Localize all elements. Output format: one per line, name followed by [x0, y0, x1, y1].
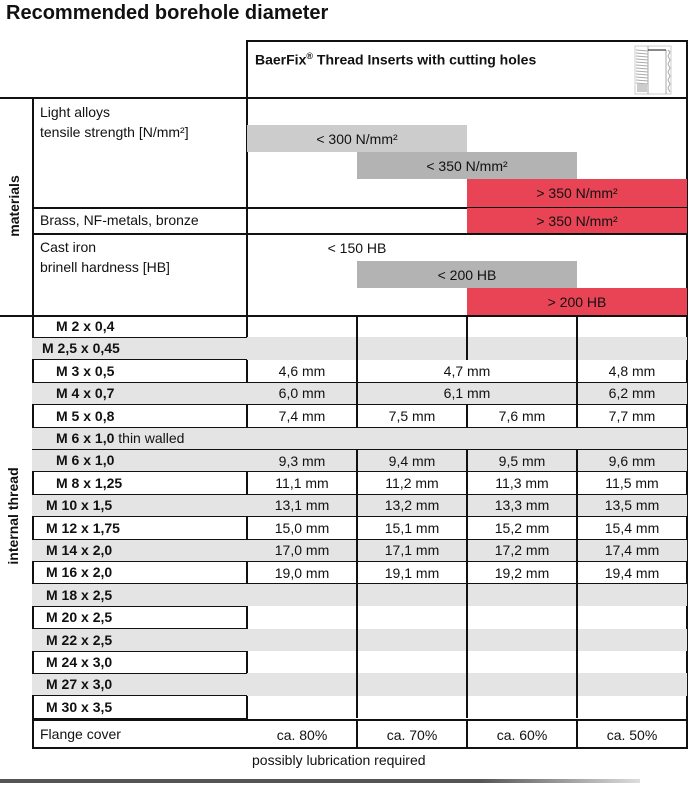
thread-size: M 18 x 2,5 — [46, 586, 113, 603]
divider — [32, 651, 247, 652]
material-light-alloys — [40, 102, 189, 142]
borehole-diameter-cell — [247, 427, 687, 449]
divider — [0, 97, 688, 99]
divider — [32, 561, 688, 562]
band-brass-gt350: > 350 N/mm² — [467, 208, 687, 233]
borehole-diameter-cell — [247, 696, 357, 718]
borehole-diameter-cell — [357, 606, 467, 628]
borehole-diameter-cell: 19,0 mm — [274, 564, 330, 581]
table-row — [32, 337, 687, 359]
borehole-diameter-cell: 9,4 mm — [388, 452, 436, 469]
borehole-diameter-cell — [467, 315, 577, 337]
borehole-diameter-cell: 13,5 mm — [604, 497, 660, 514]
thread-note: thin walled — [114, 430, 185, 446]
divider — [32, 337, 247, 338]
material-label-line1: Light alloys — [40, 104, 111, 120]
thread-size: M 6 x 1,0 — [56, 430, 115, 446]
borehole-diameter-cell — [577, 337, 687, 359]
table-row — [32, 629, 687, 651]
divider — [32, 449, 688, 450]
borehole-diameter-cell: 9,6 mm — [608, 452, 656, 469]
borehole-diameter-cell — [467, 651, 577, 673]
thread-size-label — [46, 654, 112, 670]
thread-size-label — [56, 430, 184, 446]
thread-size: M 24 x 3,0 — [46, 654, 113, 670]
table-row — [32, 405, 687, 427]
borehole-diameter-cell — [247, 651, 357, 673]
band-cast-iron-lt200: < 200 HB — [357, 261, 577, 288]
divider — [32, 673, 247, 674]
table-row — [32, 472, 687, 494]
divider — [356, 720, 358, 748]
borehole-diameter-cell — [247, 606, 357, 628]
borehole-diameter-cell — [577, 651, 687, 673]
material-cast-iron — [40, 237, 170, 277]
materials-label: materials — [6, 175, 22, 237]
borehole-diameter-cell — [467, 629, 577, 651]
page-title: Recommended borehole diameter — [6, 2, 329, 24]
borehole-diameter-cell — [577, 696, 687, 718]
thread-size: M 10 x 1,5 — [46, 497, 113, 514]
thread-size: M 12 x 1,75 — [46, 519, 120, 536]
thread-size: M 5 x 0,8 — [56, 407, 115, 424]
borehole-diameter-cell: 15,1 mm — [384, 519, 440, 536]
material-label-line2: brinell hardness [HB] — [40, 259, 170, 275]
divider — [466, 720, 468, 748]
borehole-diameter-cell: 15,0 mm — [274, 519, 330, 536]
borehole-diameter-cell: 15,2 mm — [494, 519, 550, 536]
divider — [32, 427, 688, 428]
borehole-diameter-cell: 7,6 mm — [498, 407, 546, 424]
flange-value: ca. 70% — [386, 726, 438, 743]
thread-size-label — [46, 587, 112, 603]
thread-size: M 4 x 0,7 — [56, 385, 115, 402]
borehole-diameter-cell: 11,1 mm — [275, 474, 329, 491]
borehole-diameter-cell: 7,5 mm — [388, 407, 436, 424]
borehole-diameter-cell: 13,1 mm — [274, 497, 330, 514]
band-cast-iron-gt200: > 200 HB — [467, 288, 687, 315]
thread-size-label — [56, 385, 114, 401]
divider — [576, 720, 578, 748]
flange-value: ca. 80% — [276, 726, 328, 743]
borehole-diameter-cell — [577, 606, 687, 628]
borehole-diameter-cell: 9,3 mm — [278, 452, 326, 469]
borehole-diameter-cell: 7,7 mm — [608, 407, 656, 424]
borehole-diameter-cell: 17,0 mm — [274, 542, 330, 559]
divider — [32, 494, 688, 495]
borehole-diameter-cell — [357, 696, 467, 718]
product-name: BaerFix — [255, 51, 307, 68]
product-desc: Thread Inserts with cutting holes — [313, 51, 537, 68]
divider — [246, 40, 688, 42]
footnote: possibly lubrication required — [252, 752, 426, 768]
divider — [32, 695, 247, 696]
borehole-diameter-cell: 19,4 mm — [604, 564, 660, 581]
thread-size: M 2 x 0,4 — [56, 318, 115, 334]
borehole-diameter-cell: 4,6 mm — [278, 362, 326, 379]
thread-size: M 16 x 2,0 — [46, 564, 113, 581]
borehole-diameter-cell: 4,7 mm — [443, 362, 491, 379]
thread-size: M 20 x 2,5 — [46, 609, 113, 626]
thread-size-label — [46, 520, 120, 536]
borehole-diameter-cell — [357, 629, 467, 651]
table-row — [32, 606, 687, 628]
borehole-diameter-cell — [247, 629, 357, 651]
thread-size: M 14 x 2,0 — [46, 542, 113, 558]
borehole-diameter-cell — [357, 315, 467, 337]
header-title — [255, 51, 536, 68]
thread-size-label — [56, 452, 114, 468]
band-light-alloys-lt300: < 300 N/mm² — [247, 125, 467, 152]
borehole-diameter-cell — [577, 673, 687, 695]
borehole-diameter-cell: 15,4 mm — [604, 519, 660, 536]
table-row — [32, 651, 687, 673]
borehole-diameter-cell — [247, 337, 357, 359]
table-row — [32, 696, 687, 718]
borehole-diameter-cell: 11,3 mm — [495, 474, 549, 491]
table-row — [32, 584, 687, 606]
borehole-diameter-cell — [357, 337, 467, 359]
band-light-alloys-lt350: < 350 N/mm² — [357, 152, 577, 179]
thread-size-label — [46, 699, 112, 715]
borehole-diameter-cell — [577, 629, 687, 651]
flange-cover-label: Flange cover — [40, 726, 121, 742]
divider — [32, 471, 688, 472]
thread-size-label — [46, 564, 112, 580]
thread-size-label — [56, 363, 114, 379]
borehole-diameter-cell — [247, 315, 357, 337]
divider — [32, 404, 688, 405]
thread-size-label — [56, 318, 114, 334]
thread-size-label — [56, 408, 114, 424]
flange-value: ca. 60% — [496, 726, 548, 743]
divider — [32, 718, 247, 719]
bottom-rule — [0, 779, 640, 783]
thread-size: M 8 x 1,25 — [56, 474, 123, 491]
thread-size: M 22 x 2,5 — [46, 631, 113, 648]
borehole-diameter-cell — [357, 673, 467, 695]
table-row — [32, 673, 687, 695]
material-brass: Brass, NF-metals, bronze — [40, 212, 199, 228]
divider — [32, 719, 688, 721]
thread-size: M 6 x 1,0 — [56, 452, 115, 469]
thread-size-label — [46, 542, 112, 558]
registered-mark: ® — [306, 51, 313, 61]
divider — [32, 747, 688, 749]
borehole-diameter-cell: 6,0 mm — [278, 385, 326, 402]
borehole-diameter-cell: 17,4 mm — [604, 542, 660, 559]
divider — [32, 628, 247, 629]
borehole-diameter-cell — [467, 696, 577, 718]
borehole-diameter-cell: 6,1 mm — [443, 385, 491, 402]
table-row — [32, 427, 687, 449]
thread-size-label — [42, 340, 120, 356]
material-label-line2: tensile strength [N/mm²] — [40, 124, 189, 140]
band-light-alloys-gt350: > 350 N/mm² — [467, 179, 687, 207]
thread-size: M 2,5 x 0,45 — [42, 340, 120, 357]
band-cast-iron-lt150: < 150 HB — [327, 240, 387, 256]
borehole-diameter-cell: 6,2 mm — [608, 385, 656, 402]
borehole-diameter-cell: 11,5 mm — [605, 474, 659, 491]
table-row — [32, 561, 687, 583]
borehole-diameter-cell: 17,2 mm — [494, 542, 550, 559]
table-row — [32, 449, 687, 471]
thread-size-label — [56, 475, 122, 491]
internal-thread-label: internal thread — [5, 467, 21, 565]
thread-size-label — [46, 497, 112, 513]
borehole-diameter-cell — [247, 673, 357, 695]
thread-size-label — [46, 609, 112, 625]
table-row — [32, 315, 687, 337]
flange-value: ca. 50% — [606, 726, 658, 743]
borehole-diameter-cell: 13,2 mm — [384, 497, 440, 514]
table-row — [32, 539, 687, 561]
borehole-diameter-cell: 13,3 mm — [494, 497, 550, 514]
divider — [32, 233, 688, 235]
material-label-line1: Cast iron — [40, 239, 97, 255]
divider — [32, 606, 247, 607]
table-row — [32, 382, 687, 404]
borehole-diameter-cell — [467, 337, 577, 359]
borehole-diameter-cell — [467, 673, 577, 695]
borehole-diameter-cell: 4,8 mm — [608, 362, 656, 379]
divider — [32, 359, 247, 360]
thread-size: M 30 x 3,5 — [46, 698, 113, 715]
divider — [32, 539, 688, 540]
borehole-diameter-cell — [467, 606, 577, 628]
borehole-diameter-cell: 19,1 mm — [384, 564, 440, 581]
borehole-diameter-cell: 17,1 mm — [384, 542, 440, 559]
divider — [32, 583, 688, 584]
thread-size: M 3 x 0,5 — [56, 362, 115, 379]
thread-size-label — [46, 632, 112, 648]
borehole-diameter-cell — [357, 584, 467, 606]
borehole-diameter-cell: 19,2 mm — [494, 564, 550, 581]
borehole-diameter-cell: 11,2 mm — [385, 474, 439, 491]
borehole-diameter-cell — [577, 315, 687, 337]
table-row — [32, 494, 687, 516]
thread-insert-drawing-icon — [632, 44, 674, 96]
table-row — [32, 360, 687, 382]
borehole-diameter-cell: 9,5 mm — [498, 452, 546, 469]
divider — [32, 516, 688, 517]
borehole-diameter-cell — [577, 584, 687, 606]
borehole-diameter-cell — [247, 584, 357, 606]
table-row — [32, 517, 687, 539]
borehole-diameter-cell — [467, 584, 577, 606]
borehole-diameter-cell — [357, 651, 467, 673]
borehole-diameter-cell: 7,4 mm — [278, 407, 326, 424]
divider — [32, 382, 688, 383]
thread-size-label — [46, 676, 112, 692]
thread-size: M 27 x 3,0 — [46, 676, 113, 693]
